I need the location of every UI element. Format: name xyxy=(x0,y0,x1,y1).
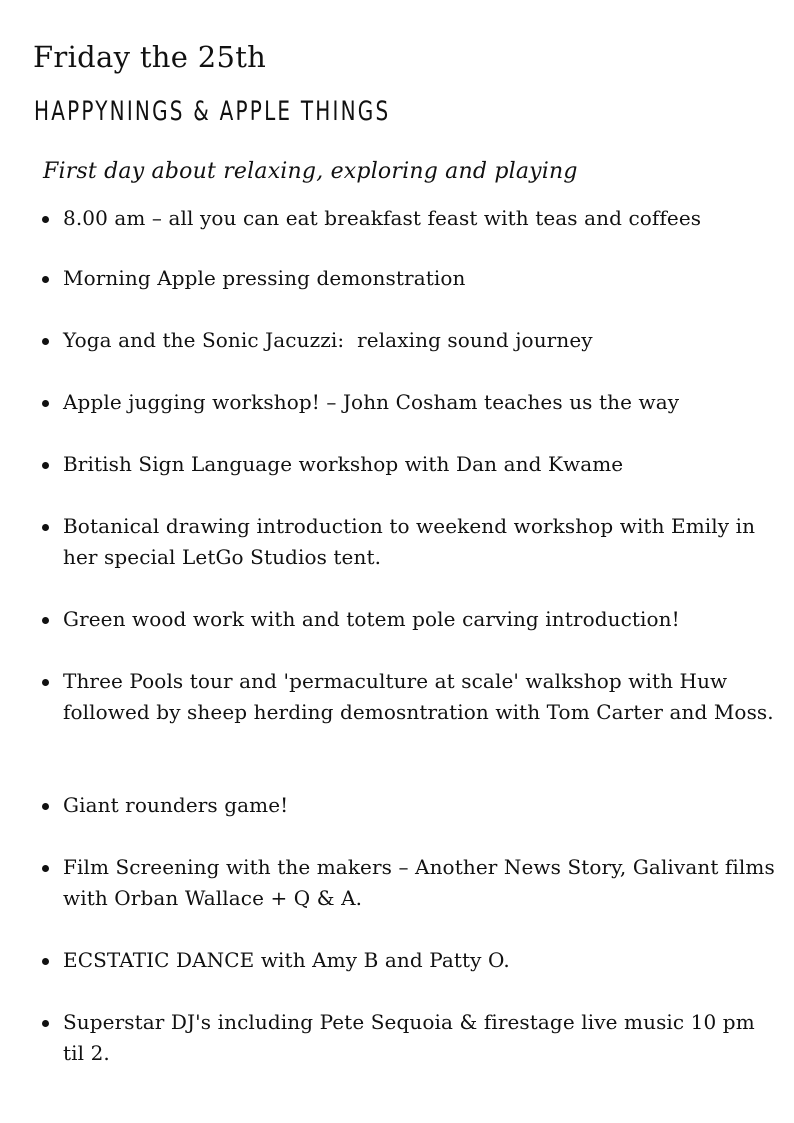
bullet-icon xyxy=(42,803,49,810)
bullet-icon xyxy=(42,1020,49,1027)
schedule-item-text: Superstar DJ's including Pete Sequoia & firestage live music 10 pm til 2. xyxy=(63,1010,762,1065)
schedule-item xyxy=(63,203,775,234)
bullet-icon xyxy=(42,462,49,469)
day-intro: First day about relaxing, exploring and playing xyxy=(43,159,578,184)
schedule-item xyxy=(63,852,782,914)
schedule-item xyxy=(63,449,775,480)
bullet-icon xyxy=(42,865,49,872)
bullet-icon xyxy=(42,338,49,345)
bullet-icon xyxy=(42,679,49,686)
event-headline: HAPPYNINGS & APPLE THINGS xyxy=(34,96,391,127)
schedule-item xyxy=(63,387,775,418)
bullet-icon xyxy=(42,276,49,283)
schedule-item-text: British Sign Language workshop with Dan and Kwame xyxy=(63,452,624,476)
bullet-icon xyxy=(42,524,49,531)
schedule-item-text: Giant rounders game! xyxy=(63,793,289,817)
schedule-item xyxy=(63,325,775,356)
schedule-item xyxy=(63,790,775,821)
schedule-item-text: Green wood work with and totem pole carving introduction! xyxy=(63,607,680,631)
schedule-item-text: Apple jugging workshop! – John Cosham teaches us the way xyxy=(63,390,680,414)
bullet-icon xyxy=(42,216,49,223)
event-date: Friday the 25th xyxy=(33,40,267,74)
schedule-item xyxy=(63,945,775,976)
schedule-item-text: ECSTATIC DANCE with Amy B and Patty O. xyxy=(63,948,510,972)
schedule-item xyxy=(63,263,775,294)
schedule-item-text: Morning Apple pressing demonstration xyxy=(63,266,466,290)
schedule-item-text: 8.00 am – all you can eat breakfast feast with teas and coffees xyxy=(63,206,702,230)
schedule-item xyxy=(63,1007,775,1069)
schedule-item xyxy=(63,604,775,635)
schedule-item xyxy=(63,666,775,728)
bullet-icon xyxy=(42,400,49,407)
schedule-item xyxy=(63,511,775,573)
schedule-item-text: Three Pools tour and 'permaculture at scale' walkshop with Huw followed by sheep herding demosntration with Tom Carter and Moss. xyxy=(63,669,774,724)
bullet-icon xyxy=(42,617,49,624)
schedule-item-text: Botanical drawing introduction to weekend workshop with Emily in her special LetGo Studios tent. xyxy=(63,514,762,569)
schedule-item-text: Yoga and the Sonic Jacuzzi: relaxing sound journey xyxy=(63,328,593,352)
bullet-icon xyxy=(42,958,49,965)
schedule-item-text: Film Screening with the makers – Another News Story, Galivant films with Orban Wallace + Q & A. xyxy=(63,855,782,910)
